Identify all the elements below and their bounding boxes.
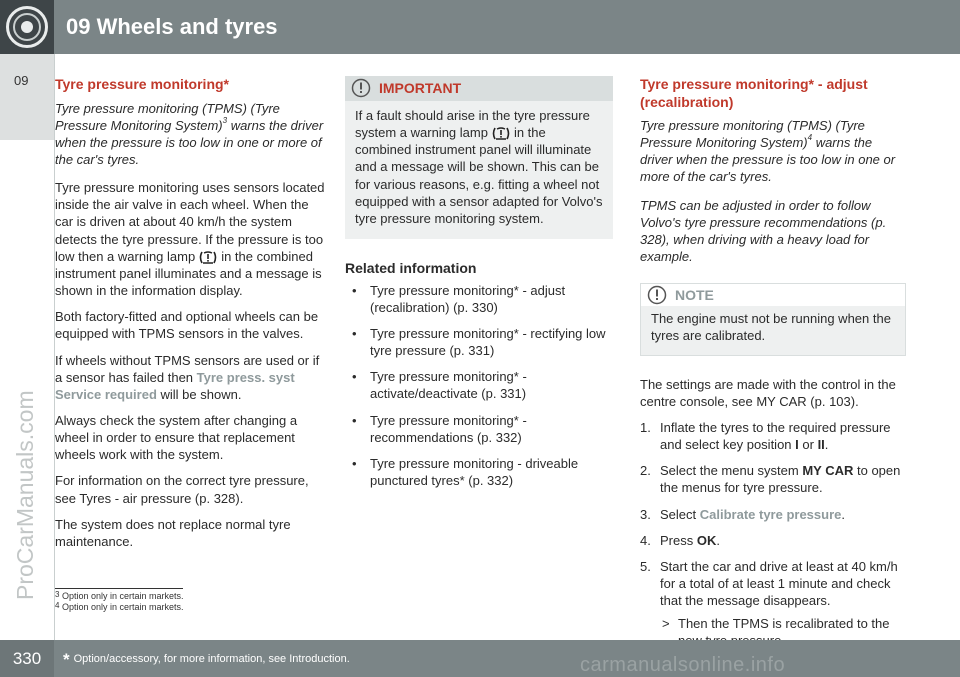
footnote-4: 4 Option only in certain markets. [55,601,184,612]
related-list [345,282,613,490]
column-tpms [55,76,325,559]
warning-icon [351,78,371,98]
step-item: 2. Select the menu system MY CAR to open the menus for tyre pressure. [640,463,901,496]
step-item: 4. Press OK. [640,532,720,548]
intro-paragraph: Tyre pressure monitoring (TPMS) (Tyre Pressure Monitoring System)$^3$ warns the driver when the pressure is too low in one or more of the car's tyres. [55,100,324,167]
section-heading-recalibration: Tyre pressure monitoring* - adjust (recalibration) [640,76,868,110]
page-header [0,0,960,54]
related-link[interactable]: • Tyre pressure monitoring* - rectifying low tyre pressure (p. 331) [345,325,613,359]
important-header [345,76,613,101]
tyre-warning-lamp-icon [491,126,511,141]
related-link[interactable]: • Tyre pressure monitoring* - adjust (recalibration) (p. 330) [345,282,613,316]
page-footer [0,640,960,677]
footer-watermark: carmanualsonline.info [580,654,786,676]
page-number: 330 [0,640,54,677]
tyre-warning-lamp-icon [198,250,218,265]
intro-paragraph-2: TPMS can be adjusted in order to follow Volvo's tyre pressure recommendations (p. 328), when driving with a heavy load for example. [640,197,887,265]
paragraph-maintenance: The system does not replace normal tyre maintenance. [55,516,291,549]
important-label: IMPORTANT [379,79,462,96]
paragraph-settings: The settings are made with the control in the centre console, see MY CAR (p. 103). [640,376,896,409]
note-text: The engine must not be running when the tyres are calibrated. [651,311,891,344]
message-tyre-press-service: Tyre press. syst Service required [55,369,295,402]
step-item: 1. Inflate the tyres to the required pressure and select key position I or II. [640,419,891,453]
info-icon [647,285,667,305]
related-heading: Related information [345,260,477,277]
menu-calibrate-tyre-pressure: Calibrate tyre pressure [699,506,842,522]
related-link[interactable]: • Tyre pressure monitoring* - recommendations (p. 332) [345,412,613,446]
note-label: NOTE [675,287,714,304]
related-link[interactable]: • Tyre pressure monitoring - driveable punctured tyres* (p. 332) [345,455,613,489]
chapter-number: 09 [14,73,29,88]
chapter-tab [0,54,54,140]
steps-list [640,419,906,650]
column-recalibration [640,76,906,659]
footer-note: * Option/accessory, for more information, see Introduction. [63,650,350,669]
step-item: 5. Start the car and drive at least at 40 km/h for a total of at least 1 minute and check that the message disappears. > Then the TPMS is recalibrated to the [640,558,906,650]
note-header [641,284,905,306]
important-box [345,76,613,239]
paragraph-wheels: Both factory-fitted and optional wheels can be equipped with TPMS sensors in the valves. [55,309,319,342]
chapter-title: 09 Wheels and tyres [66,14,278,39]
related-link[interactable]: • Tyre pressure monitoring* - activate/deactivate (p. 331) [345,368,613,402]
note-box [640,283,906,355]
step-result: > Then the TPMS is recalibrated to the [662,616,890,632]
footnote-3: 3 Option only in certain markets. [55,590,184,601]
column-important [345,76,613,498]
step-item: 3. Select Calibrate tyre pressure. [640,506,845,522]
paragraph-reference: For information on the correct tyre pressure, see Tyres - air pressure (p. 328). [55,473,309,506]
important-text: If a fault should arise in the tyre pressure system a warning lamp in the combined instrument panel will illuminate and a message will be shown. This can be for various reasons, e.g. fitting a wheel not equipped with a sensor adapted for Volvo's tyre pressure monitoring system. [355,108,603,226]
intro-paragraph: Tyre pressure monitoring (TPMS) (Tyre Pressure Monitoring System)$^4$ warns the driver when the pressure is too low in one or more of the car's tyres. [640,118,896,185]
paragraph-sensor-fault: If wheels without TPMS sensors are used or if a sensor has failed then Tyre press. syst Service required will be shown. [55,352,320,402]
paragraph-sensors: Tyre pressure monitoring uses sensors located inside the air valve in each wheel. When the car is driven at about 40 km/h the system detects the tyre pressure. If the pressure is too low then a warning lamp in the combined instrument panel illuminates and a message is shown in the information display. [55,180,325,299]
footnote-divider [55,588,183,589]
section-heading-tpms: Tyre pressure monitoring* [55,76,230,92]
side-watermark: ProCarManuals.com [12,390,38,600]
tyre-icon [0,0,54,54]
paragraph-check: Always check the system after changing a wheel in order to ensure that replacement wheels work with the system. [55,413,298,463]
